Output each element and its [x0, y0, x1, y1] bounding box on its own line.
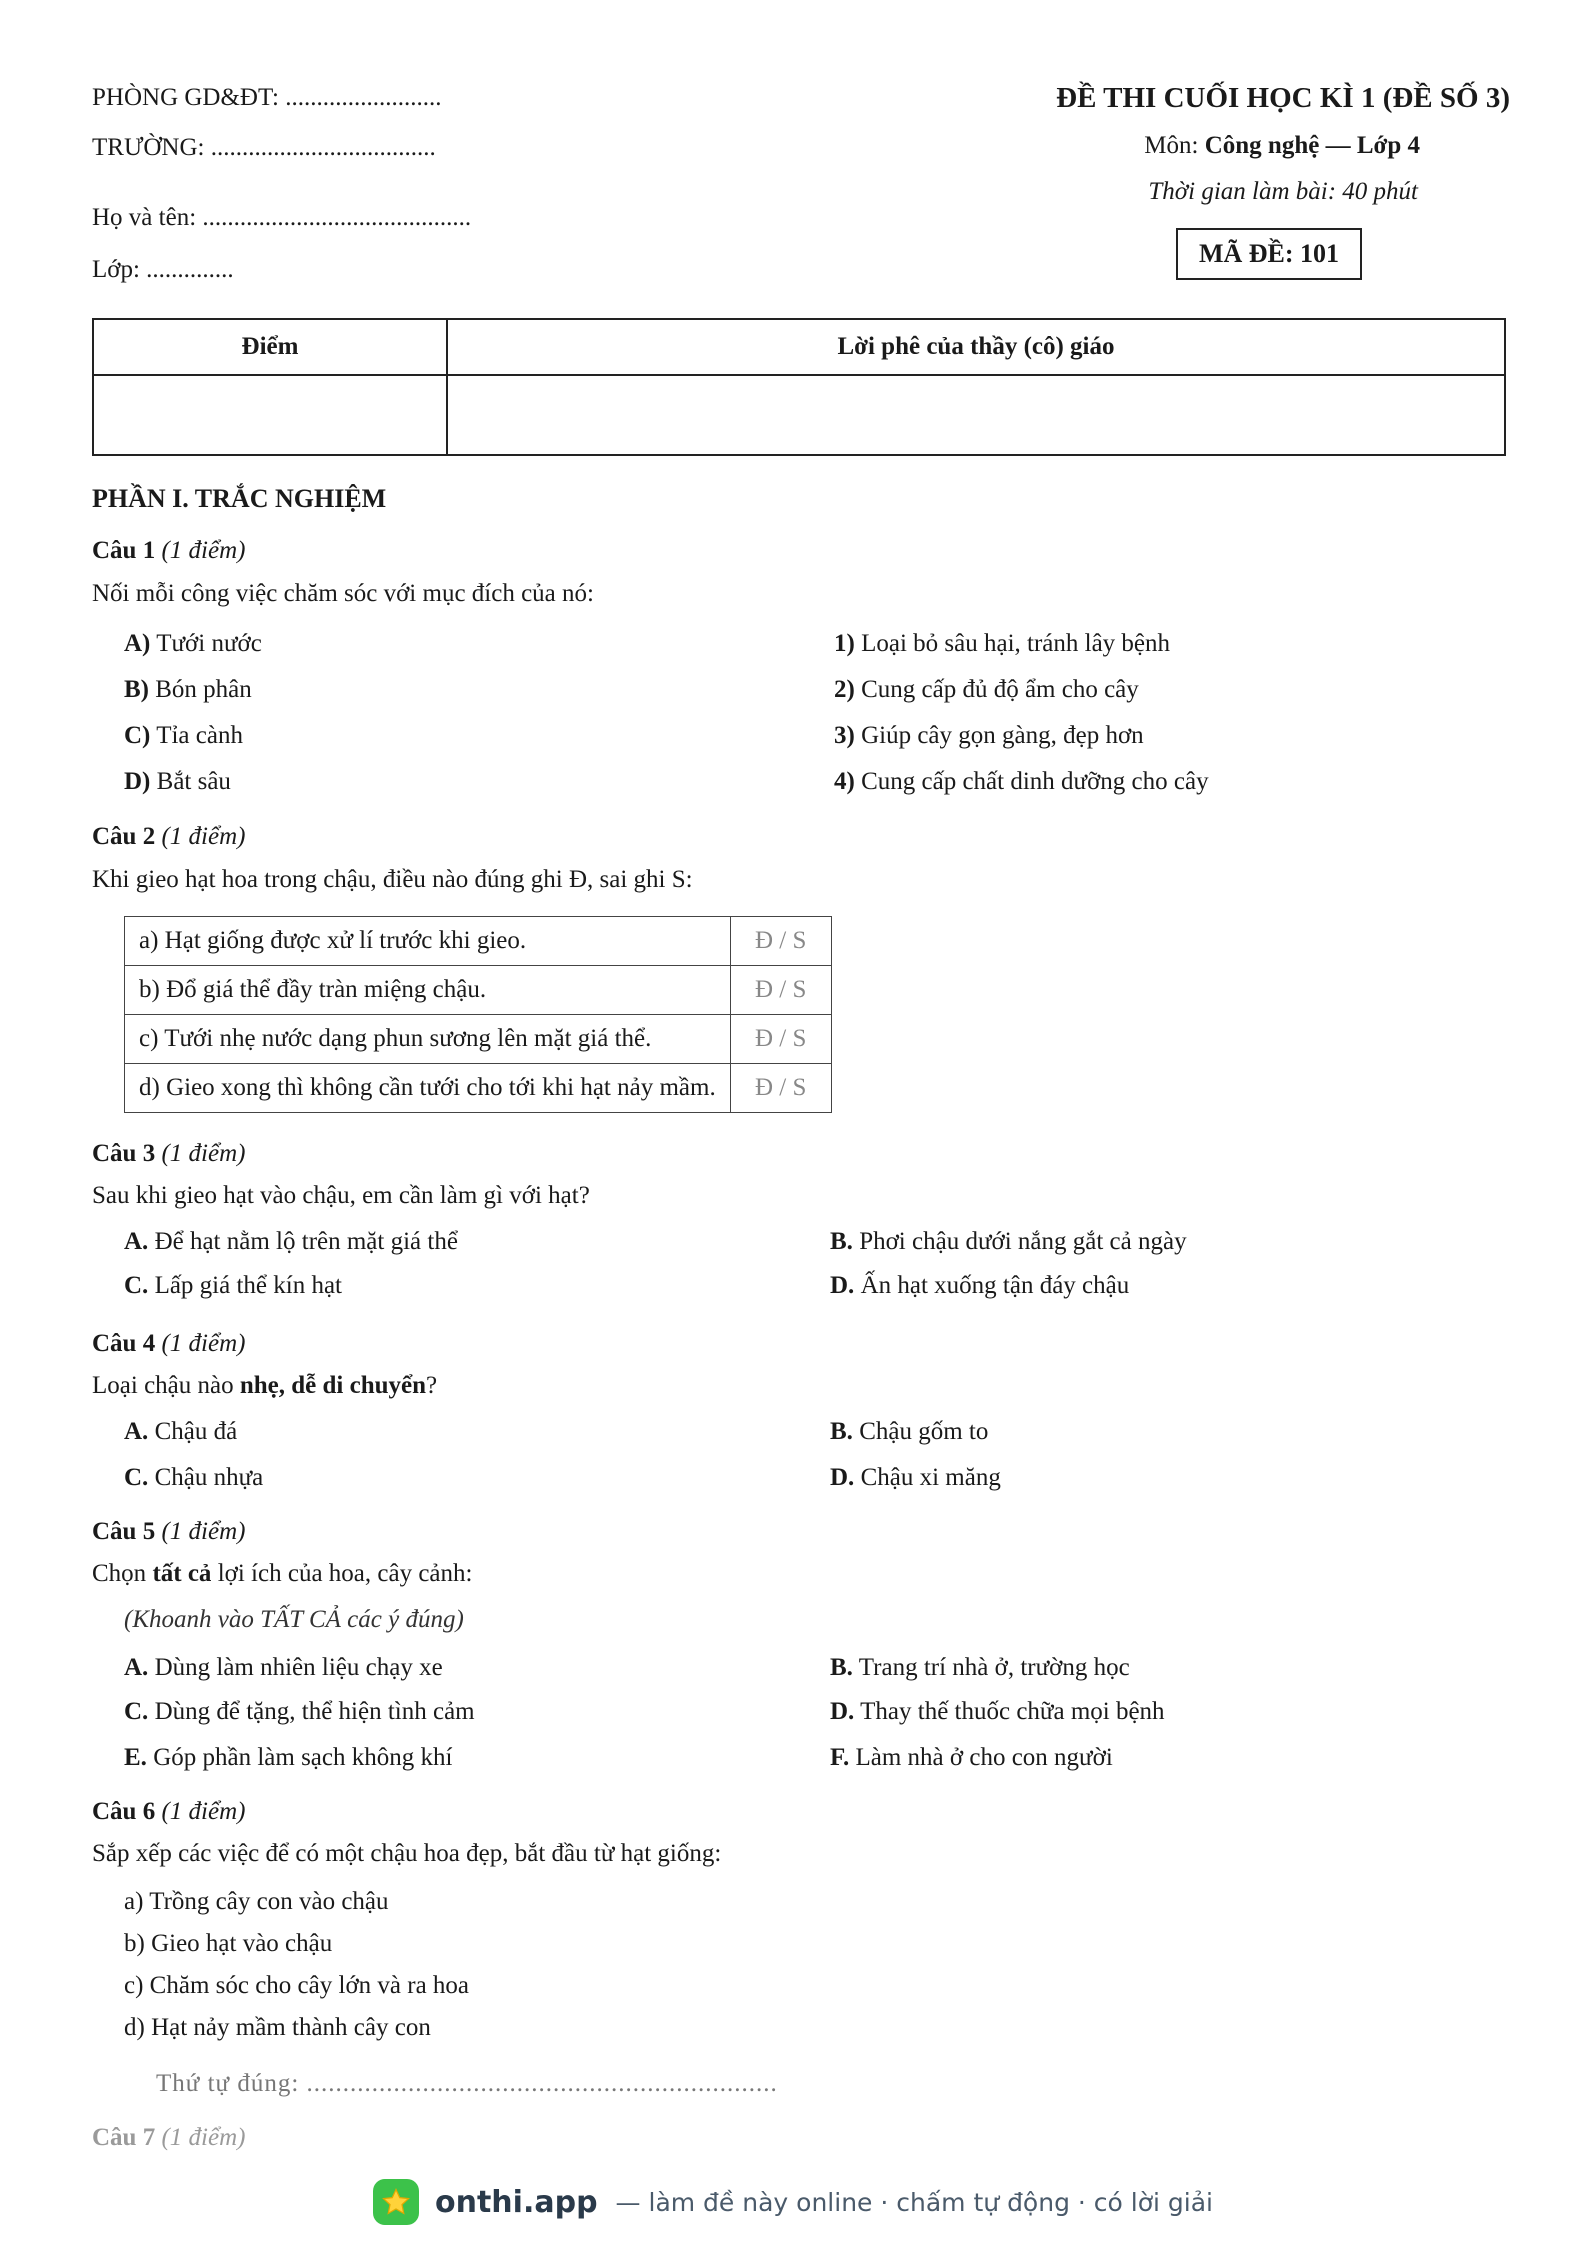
table-row: [125, 966, 832, 1015]
q1-right-1-text: Loại bỏ sâu hại, tránh lây bệnh: [861, 630, 1171, 657]
time-limit: Thời gian làm bài: 40 phút: [1148, 178, 1418, 205]
q4-option-c-key: C.: [124, 1464, 149, 1491]
q2-true-false-table: [124, 916, 832, 1113]
q1-left-b-key: B): [124, 676, 149, 703]
q6-heading: [92, 1798, 245, 1826]
q4-option-d[interactable]: [830, 1464, 1001, 1492]
q5-option-e[interactable]: [124, 1744, 452, 1772]
q1-left-a-key: A): [124, 630, 151, 657]
star-icon: [381, 2187, 411, 2217]
q2-statement-b: b) Đổ giá thể đầy tràn miệng chậu.: [125, 966, 731, 1015]
q5-number: Câu 5: [92, 1518, 156, 1545]
q3-option-d-text: Ấn hạt xuống tận đáy chậu: [860, 1272, 1130, 1299]
q6-answer-line[interactable]: Thứ tự đúng: .................................................................: [156, 2070, 778, 2097]
q5-option-c-key: C.: [124, 1698, 149, 1725]
q1-prompt: Nối mỗi công việc chăm sóc với mục đích của nó:: [92, 580, 594, 607]
q1-right-1: [834, 630, 1170, 658]
q5-option-d-key: D.: [830, 1698, 855, 1725]
q3-option-b-key: B.: [830, 1228, 853, 1255]
q6-item-d: d) Hạt nảy mầm thành cây con: [124, 2014, 431, 2041]
q3-option-c[interactable]: [124, 1272, 342, 1300]
q3-option-a[interactable]: [124, 1228, 458, 1256]
score-header: Điểm: [93, 319, 447, 375]
q2-mark-b[interactable]: Đ / S: [730, 966, 831, 1015]
q5-option-f[interactable]: [830, 1744, 1113, 1772]
footer-tagline: — làm đề này online · chấm tự động · có lời giải: [615, 2187, 1213, 2217]
q1-left-a: [124, 630, 262, 658]
q6-item-b: b) Gieo hạt vào chậu: [124, 1930, 333, 1957]
q1-right-4: [834, 768, 1209, 796]
q5-option-e-text: Góp phần làm sạch không khí: [153, 1744, 453, 1771]
comment-cell: [447, 375, 1505, 455]
q3-option-d-key: D.: [830, 1272, 855, 1299]
q2-heading: [92, 823, 245, 851]
q4-option-a-key: A.: [124, 1418, 149, 1445]
q4-option-b[interactable]: [830, 1418, 988, 1446]
q1-left-b-text: Bón phân: [155, 676, 252, 703]
part1-heading: PHẦN I. TRẮC NGHIỆM: [92, 484, 387, 513]
q1-left-b: [124, 676, 252, 704]
hoten-field: Họ và tên: ...........................................: [92, 204, 472, 231]
q7-heading: [92, 2124, 245, 2152]
q4-prompt-bold: nhẹ, dễ di chuyển: [239, 1372, 427, 1399]
q3-option-c-text: Lấp giá thể kín hạt: [154, 1272, 343, 1299]
q4-option-a[interactable]: [124, 1418, 237, 1446]
q1-right-2: [834, 676, 1139, 704]
q5-option-f-key: F.: [830, 1744, 850, 1771]
q2-prompt: Khi gieo hạt hoa trong chậu, điều nào đúng ghi Đ, sai ghi S:: [92, 866, 693, 893]
q1-right-2-key: 2): [834, 676, 855, 703]
q3-option-c-key: C.: [124, 1272, 149, 1299]
q4-option-d-key: D.: [830, 1464, 855, 1491]
q3-prompt: Sau khi gieo hạt vào chậu, em cần làm gì với hạt?: [92, 1182, 590, 1209]
q4-points: (1 điểm): [161, 1330, 246, 1357]
q1-left-d-text: Bắt sâu: [156, 768, 231, 795]
table-row: [125, 917, 832, 966]
q5-option-a-key: A.: [124, 1654, 149, 1681]
phong-gddt-field: PHÒNG GD&ĐT: .........................: [92, 84, 442, 111]
q6-prompt: Sắp xếp các việc để có một chậu hoa đẹp, bắt đầu từ hạt giống:: [92, 1840, 722, 1867]
score-cell: [93, 375, 447, 455]
q1-left-c-key: C): [124, 722, 151, 749]
q3-points: (1 điểm): [161, 1140, 246, 1167]
q4-option-b-text: Chậu gốm to: [859, 1418, 989, 1445]
q5-option-c-text: Dùng để tặng, thể hiện tình cảm: [154, 1698, 475, 1725]
q5-prompt-bold: tất cả: [152, 1560, 212, 1587]
q3-option-d[interactable]: [830, 1272, 1129, 1300]
q1-left-d: [124, 768, 231, 796]
table-row: [125, 1064, 832, 1113]
q6-number: Câu 6: [92, 1798, 156, 1825]
q5-option-f-text: Làm nhà ở cho con người: [855, 1744, 1113, 1771]
q3-heading: [92, 1140, 245, 1168]
q1-right-3-text: Giúp cây gọn gàng, đẹp hơn: [861, 722, 1144, 749]
lop-field: Lớp: ..............: [92, 256, 234, 283]
subject-line: [1144, 132, 1420, 160]
q1-right-1-key: 1): [834, 630, 855, 657]
q1-left-a-text: Tưới nước: [156, 630, 262, 657]
q4-prompt: [92, 1372, 437, 1400]
q4-prompt-pre: Loại chậu nào: [92, 1372, 240, 1399]
q7-points: (1 điểm): [161, 2124, 246, 2151]
q4-option-c-text: Chậu nhựa: [154, 1464, 264, 1491]
q5-hint: (Khoanh vào TẤT CẢ các ý đúng): [124, 1606, 464, 1633]
subject-label: Môn:: [1144, 132, 1205, 159]
q2-statement-d: d) Gieo xong thì không cần tưới cho tới khi hạt nảy mầm.: [125, 1064, 731, 1113]
q5-option-e-key: E.: [124, 1744, 147, 1771]
q5-option-a[interactable]: [124, 1654, 443, 1682]
q1-right-2-text: Cung cấp đủ độ ẩm cho cây: [861, 676, 1139, 703]
q1-right-3-key: 3): [834, 722, 855, 749]
q5-heading: [92, 1518, 245, 1546]
q2-mark-c[interactable]: Đ / S: [730, 1015, 831, 1064]
q3-option-b-text: Phơi chậu dưới nắng gắt cả ngày: [859, 1228, 1187, 1255]
q4-prompt-post: ?: [426, 1372, 438, 1399]
q1-heading: [92, 537, 245, 565]
q5-option-b-key: B.: [830, 1654, 853, 1681]
q4-option-b-key: B.: [830, 1418, 853, 1445]
q4-number: Câu 4: [92, 1330, 156, 1357]
q5-option-b[interactable]: [830, 1654, 1130, 1682]
table-row: [125, 1015, 832, 1064]
q1-left-d-key: D): [124, 768, 151, 795]
q6-item-c: c) Chăm sóc cho cây lớn và ra hoa: [124, 1972, 470, 1999]
score-table: [92, 318, 1506, 456]
q1-right-3: [834, 722, 1144, 750]
q1-left-c: [124, 722, 243, 750]
q1-points: (1 điểm): [161, 537, 246, 564]
q4-option-a-text: Chậu đá: [154, 1418, 238, 1445]
q7-number: Câu 7: [92, 2124, 156, 2151]
q5-option-d-text: Thay thế thuốc chữa mọi bệnh: [860, 1698, 1165, 1725]
brand-name[interactable]: onthi.app: [435, 2184, 598, 2220]
q4-option-c[interactable]: [124, 1464, 263, 1492]
q5-option-a-text: Dùng làm nhiên liệu chạy xe: [154, 1654, 443, 1681]
q5-option-b-text: Trang trí nhà ở, trường học: [858, 1654, 1130, 1681]
comment-header: Lời phê của thầy (cô) giáo: [447, 319, 1505, 375]
exam-code-box: [1176, 228, 1362, 280]
q1-left-c-text: Tỉa cành: [156, 722, 243, 749]
onthi-logo: [373, 2179, 419, 2225]
q3-option-a-text: Để hạt nằm lộ trên mặt giá thể: [154, 1228, 458, 1255]
q1-right-4-key: 4): [834, 768, 855, 795]
subject-value: Công nghệ — Lớp 4: [1204, 132, 1420, 159]
q3-option-a-key: A.: [124, 1228, 149, 1255]
q2-number: Câu 2: [92, 823, 156, 850]
q5-option-d[interactable]: [830, 1698, 1165, 1726]
q2-statement-a: a) Hạt giống được xử lí trước khi gieo.: [125, 917, 731, 966]
q5-prompt: [92, 1560, 472, 1588]
q4-heading: [92, 1330, 245, 1358]
footer-banner[interactable]: [0, 2172, 1586, 2232]
q2-statement-c: c) Tưới nhẹ nước dạng phun sương lên mặt giá thể.: [125, 1015, 731, 1064]
q5-prompt-pre: Chọn: [92, 1560, 153, 1587]
q5-prompt-post: lợi ích của hoa, cây cảnh:: [211, 1560, 473, 1587]
q5-points: (1 điểm): [161, 1518, 246, 1545]
q2-points: (1 điểm): [161, 823, 246, 850]
q6-points: (1 điểm): [161, 1798, 246, 1825]
truong-field: TRƯỜNG: ....................................: [92, 134, 436, 161]
q4-option-d-text: Chậu xi măng: [860, 1464, 1001, 1491]
q2-mark-d[interactable]: Đ / S: [730, 1064, 831, 1113]
q5-option-c[interactable]: [124, 1698, 475, 1726]
q3-option-b[interactable]: [830, 1228, 1187, 1256]
q2-mark-a[interactable]: Đ / S: [730, 917, 831, 966]
q6-item-a: a) Trồng cây con vào chậu: [124, 1888, 389, 1915]
exam-code: MÃ ĐỀ: 101: [1198, 239, 1340, 268]
q3-number: Câu 3: [92, 1140, 156, 1167]
q1-number: Câu 1: [92, 537, 156, 564]
q1-right-4-text: Cung cấp chất dinh dưỡng cho cây: [861, 768, 1209, 795]
exam-title: ĐỀ THI CUỐI HỌC KÌ 1 (ĐỀ SỐ 3): [1056, 82, 1510, 114]
